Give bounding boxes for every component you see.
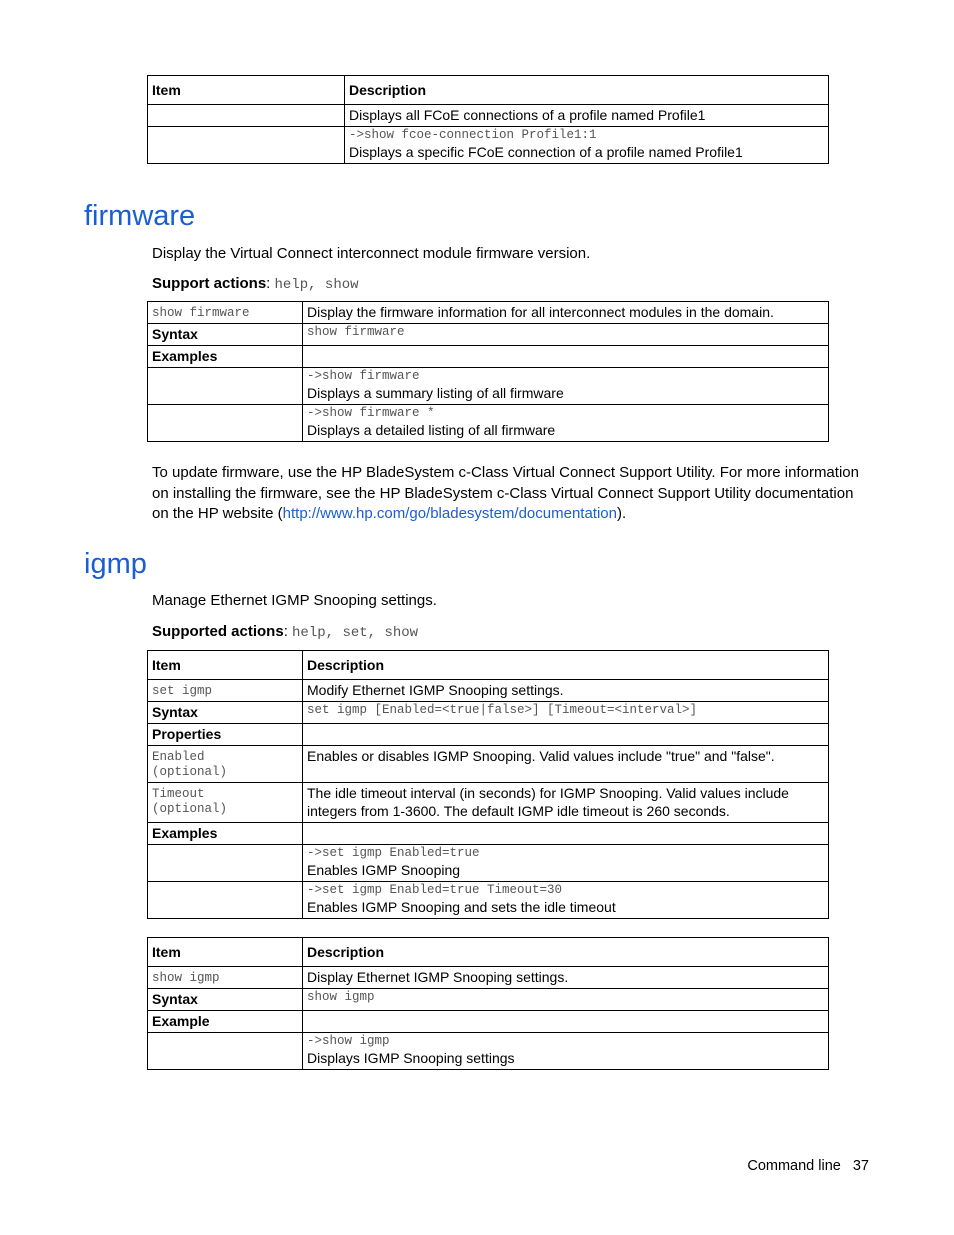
example-description: Displays IGMP Snooping settings [307,1050,515,1066]
row-item [148,127,345,164]
table-row [148,324,829,346]
syntax-label: Syntax [148,989,303,1011]
header-item: Item [148,938,303,967]
row-description [345,127,829,164]
actions-value: help, set, show [292,625,419,641]
example-cell [303,405,829,442]
example-description: Displays a detailed listing of all firmware [307,422,556,438]
example-label: Example [148,1011,303,1033]
row-description: Displays all FCoE connections of a profile named Profile1 [345,105,829,127]
empty-cell [303,823,829,845]
syntax-value: show firmware [307,325,405,339]
header-description: Description [303,651,829,680]
page-footer [747,1158,869,1174]
syntax-label: Syntax [148,702,303,724]
empty-cell [148,405,303,442]
command-name: show igmp [152,971,220,985]
syntax-label: Syntax [148,324,303,346]
table-header-row [148,938,829,967]
table-row [148,1033,829,1070]
empty-cell [303,1011,829,1033]
example-code: ->show igmp [307,1034,390,1048]
example-code: ->show fcoe-connection Profile1:1 [349,128,597,142]
table-row [148,105,829,127]
property-name: Timeout [152,787,205,801]
empty-cell [303,346,829,368]
command-description: Modify Ethernet IGMP Snooping settings. [303,680,829,702]
example-description: Enables IGMP Snooping and sets the idle timeout [307,899,616,915]
empty-cell [148,882,303,919]
table-row [148,127,829,164]
syntax-cell [303,989,829,1011]
example-code: ->set igmp Enabled=true [307,846,480,860]
section-title-firmware: firmware [84,200,196,232]
empty-cell [148,1033,303,1070]
empty-cell [148,845,303,882]
table-row [148,967,829,989]
example-code: ->show firmware * [307,406,435,420]
property-name-cell [148,783,303,823]
syntax-cell [303,324,829,346]
example-cell [303,1033,829,1070]
property-description: The idle timeout interval (in seconds) for IGMP Snooping. Valid values include integers from 1-3600. The default IGMP idle timeout is 260 seconds. [303,783,829,823]
table-header-row [148,651,829,680]
command-name: set igmp [152,684,213,698]
command-description: Display Ethernet IGMP Snooping settings. [303,967,829,989]
table-row [148,1011,829,1033]
table-row [148,702,829,724]
documentation-link[interactable]: http://www.hp.com/go/bladesystem/documentation [282,505,617,522]
syntax-cell [303,702,829,724]
command-name: show firmware [152,306,250,320]
syntax-value: show igmp [307,990,375,1004]
header-item: Item [148,76,345,105]
table-row [148,882,829,919]
firmware-support-actions [152,275,359,293]
example-code: ->set igmp Enabled=true Timeout=30 [307,883,563,897]
examples-label: Examples [148,346,303,368]
firmware-table [147,301,829,442]
header-description: Description [303,938,829,967]
command-description: Display the firmware information for all interconnect modules in the domain. [303,302,829,324]
table-row [148,783,829,823]
properties-label: Properties [148,724,303,746]
update-text-2: ). [616,505,627,522]
footer-section: Command line [747,1158,841,1174]
table-header-row [148,76,829,105]
command-cell [148,967,303,989]
row-item [148,105,345,127]
example-cell [303,845,829,882]
table-row [148,346,829,368]
table-row [148,405,829,442]
table-row [148,302,829,324]
section-title-igmp: igmp [84,548,147,580]
firmware-update-note [152,463,872,525]
firmware-intro: Display the Virtual Connect interconnect module firmware version. [152,245,591,262]
igmp-supported-actions [152,623,418,641]
example-description: Displays a specific FCoE connection of a profile named Profile1 [349,144,743,160]
command-cell [148,680,303,702]
show-igmp-table [147,937,829,1070]
page-number: 37 [852,1158,869,1174]
empty-cell [303,724,829,746]
table-row [148,746,829,783]
example-description: Enables IGMP Snooping [307,862,461,878]
update-text-1: To update firmware, use the HP BladeSystem c-Class Virtual Connect Support Utility. For more information on installing the firmware, see the HP BladeSystem c-Class Virtual Connect Support Utility documentation on the HP website ( [152,464,859,522]
igmp-intro: Manage Ethernet IGMP Snooping settings. [152,592,437,609]
property-name: Enabled [152,750,205,764]
table-row [148,823,829,845]
property-qualifier: (optional) [152,802,228,816]
actions-separator: : [266,275,275,292]
property-name-cell [148,746,303,783]
examples-label: Examples [148,823,303,845]
set-igmp-table [147,650,829,919]
actions-label: Supported actions [152,623,284,640]
actions-label: Support actions [152,275,267,292]
table-row [148,368,829,405]
table-row [148,989,829,1011]
actions-value: help, show [274,277,359,293]
example-code: ->show firmware [307,369,420,383]
property-description: Enables or disables IGMP Snooping. Valid values include "true" and "false". [303,746,829,783]
example-description: Displays a summary listing of all firmware [307,385,564,401]
table-row [148,845,829,882]
table-row [148,724,829,746]
empty-cell [148,368,303,405]
actions-separator: : [283,623,293,640]
header-item: Item [148,651,303,680]
header-description: Description [345,76,829,105]
example-cell [303,882,829,919]
example-cell [303,368,829,405]
table-row [148,680,829,702]
fcoe-table [147,75,829,164]
command-cell [148,302,303,324]
syntax-value: set igmp [Enabled=<true|false>] [Timeout=<interval>] [307,703,698,717]
property-qualifier: (optional) [152,765,228,779]
